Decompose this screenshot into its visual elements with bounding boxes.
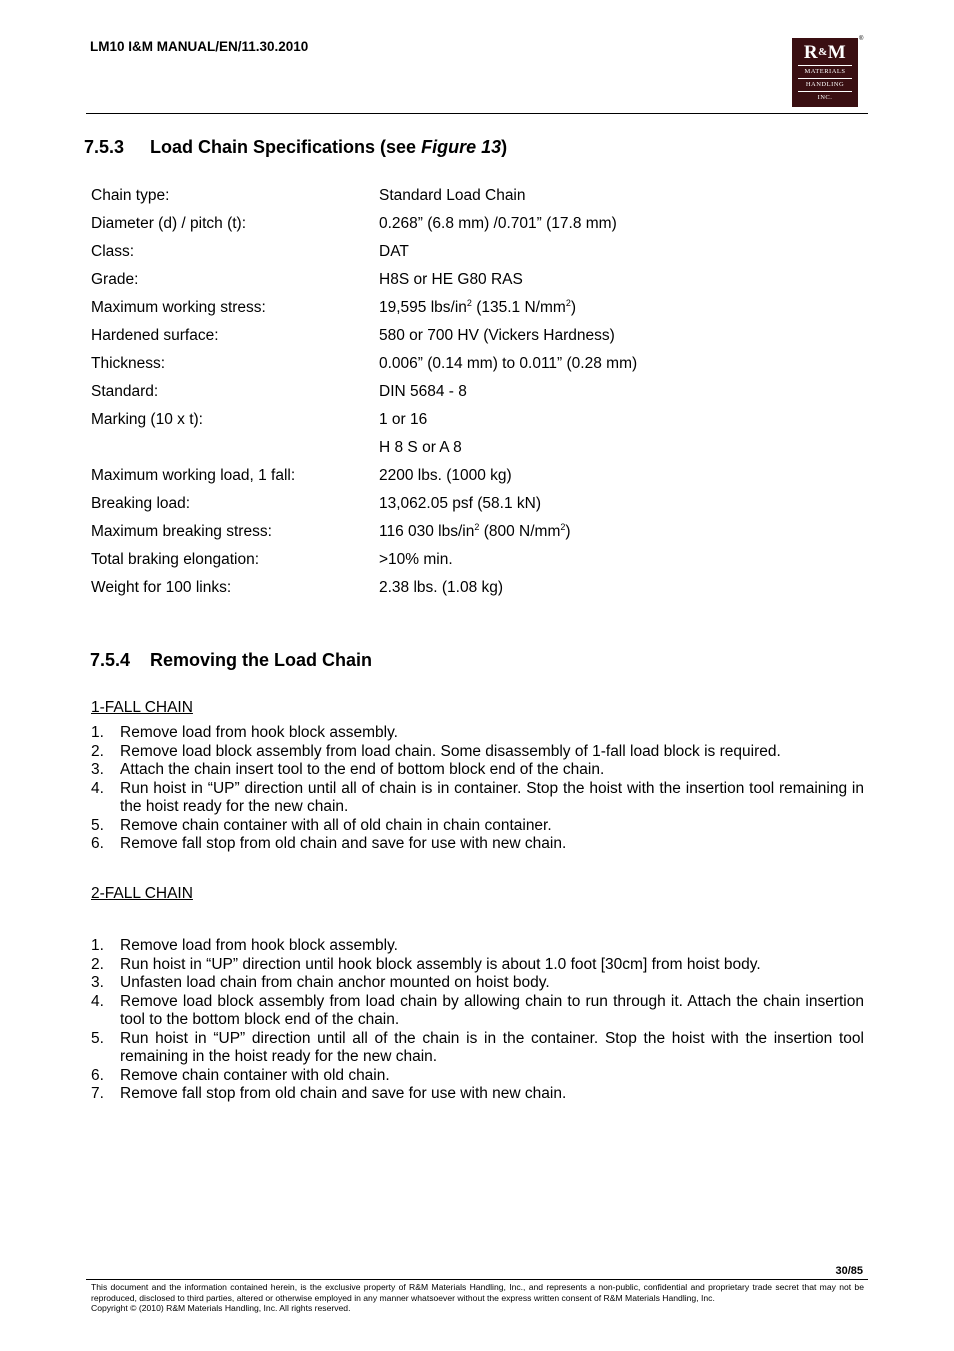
subheading-1-fall-chain: 1-FALL CHAIN [91, 699, 193, 716]
list-item: 6. Remove fall stop from old chain and save for use with new chain. [91, 835, 567, 852]
section-title: Removing the Load Chain [150, 650, 373, 670]
logo-line-handling: HANDLING [805, 81, 845, 88]
section-heading-7-5-3 [84, 137, 507, 158]
spec-value: 2200 lbs. (1000 kg) [379, 467, 512, 484]
figure-reference: Figure 13 [421, 137, 502, 157]
spec-label: Thickness: [91, 355, 166, 372]
spec-label: Grade: [91, 271, 139, 288]
logo-brand: R&M [803, 42, 847, 63]
spec-value: 2.38 lbs. (1.08 kg) [379, 579, 504, 596]
spec-value: Standard Load Chain [379, 187, 526, 204]
section-number: 7.5.4 [90, 650, 131, 670]
spec-label: Class: [91, 243, 135, 260]
list-item: 4. Run hoist in “UP” direction until all of chain is in container. Stop the hoist with the insertion tool remaining in the hoist ready for the new chain. [91, 779, 864, 815]
logo-line-inc: INC. [817, 94, 833, 101]
spec-label: Breaking load: [91, 495, 191, 512]
spec-value: 1 or 16 [379, 411, 428, 428]
logo-divider [798, 65, 852, 66]
header-rule [86, 113, 868, 114]
confidentiality-notice: This document and the information contained herein, is the exclusive property of R&M Materials Handling, Inc., and represents a non-public, confidential and proprietary trade secret that may not be reproduced, disclosed to third parties, altered or otherwise employed in any manner whatsoever without the express written consent of R&M Materials Handling, Inc. [91, 1282, 864, 1303]
logo-line-materials: MATERIALS [804, 68, 846, 75]
list-item: 3. Unfasten load chain from chain anchor mounted on hoist body. [91, 974, 550, 991]
footer-legal-notice [91, 1282, 864, 1314]
page-number: 30/85 [835, 1265, 863, 1277]
spec-label: Diameter (d) / pitch (t): [91, 215, 247, 232]
steps-2-fall-chain [91, 937, 864, 1104]
spec-value: 580 or 700 HV (Vickers Hardness) [379, 327, 615, 344]
spec-value: DAT [379, 243, 409, 260]
spec-value: >10% min. [379, 551, 453, 568]
spec-label: Maximum working stress: [91, 299, 266, 316]
spec-label: Maximum working load, 1 fall: [91, 467, 296, 484]
copyright-notice: Copyright © (2010) R&M Materials Handling, Inc. All rights reserved. [91, 1303, 351, 1314]
section-title-suffix: ) [501, 137, 508, 157]
list-item: 2. Run hoist in “UP” direction until hook block assembly is about 1.0 foot [30cm] from hoist body. [91, 955, 761, 973]
section-heading-7-5-4 [90, 650, 372, 671]
spec-value: H8S or HE G80 RAS [379, 271, 523, 288]
spec-label: Total braking elongation: [91, 551, 260, 568]
spec-value: 0.268” (6.8 mm) /0.701” (17.8 mm) [379, 215, 617, 232]
spec-label: Standard: [91, 383, 159, 400]
list-item: 2. Remove load block assembly from load chain. Some disassembly of 1-fall load block is required. [91, 742, 781, 760]
logo-divider [798, 91, 852, 92]
steps-1-fall-chain [91, 724, 864, 854]
list-item: 7. Remove fall stop from old chain and save for use with new chain. [91, 1085, 567, 1102]
spec-label: Maximum breaking stress: [91, 523, 272, 540]
company-logo [792, 38, 858, 107]
list-item: 1. Remove load from hook block assembly. [91, 937, 398, 954]
spec-label: Hardened surface: [91, 327, 219, 344]
logo-divider [798, 78, 852, 79]
spec-value: 13,062.05 psf (58.1 kN) [379, 495, 541, 512]
list-item: 5. Remove chain container with all of old chain in chain container. [91, 816, 552, 834]
spec-value: 0.006” (0.14 mm) to 0.011” (0.28 mm) [379, 355, 638, 372]
subheading-2-fall-chain: 2-FALL CHAIN [91, 885, 193, 902]
spec-label: Chain type: [91, 187, 170, 204]
list-item: 4. Remove load block assembly from load chain by allowing chain to run through it. Attach the chain insertion tool to the bottom block end of the chain. [91, 992, 864, 1028]
document-id: LM10 I&M MANUAL/EN/11.30.2010 [90, 39, 309, 54]
list-item: 1. Remove load from hook block assembly. [91, 724, 398, 741]
spec-value: H 8 S or A 8 [379, 439, 462, 456]
list-item: 6. Remove chain container with old chain. [91, 1066, 390, 1084]
section-number: 7.5.3 [84, 137, 125, 157]
spec-value: DIN 5684 - 8 [379, 383, 467, 400]
section-title-prefix: Load Chain Specifications (see [150, 137, 422, 157]
spec-label: Marking (10 x t): [91, 411, 203, 428]
footer-rule [86, 1279, 868, 1280]
list-item: 3. Attach the chain insert tool to the end of bottom block end of the chain. [91, 761, 605, 778]
spec-value: 19,595 lbs/$in^2$ (135.1 $N/mm^2$) [379, 298, 576, 316]
list-item: 5. Run hoist in “UP” direction until all of the chain is in the container. Stop the hoist with the insertion tool remaining in the hoist ready for the new chain. [91, 1029, 864, 1065]
spec-label: Weight for 100 links: [91, 579, 232, 596]
registered-mark: ® [859, 36, 864, 42]
spec-value: 116 030 lbs/$in^2$ (800 $N/mm^2$) [379, 522, 571, 540]
